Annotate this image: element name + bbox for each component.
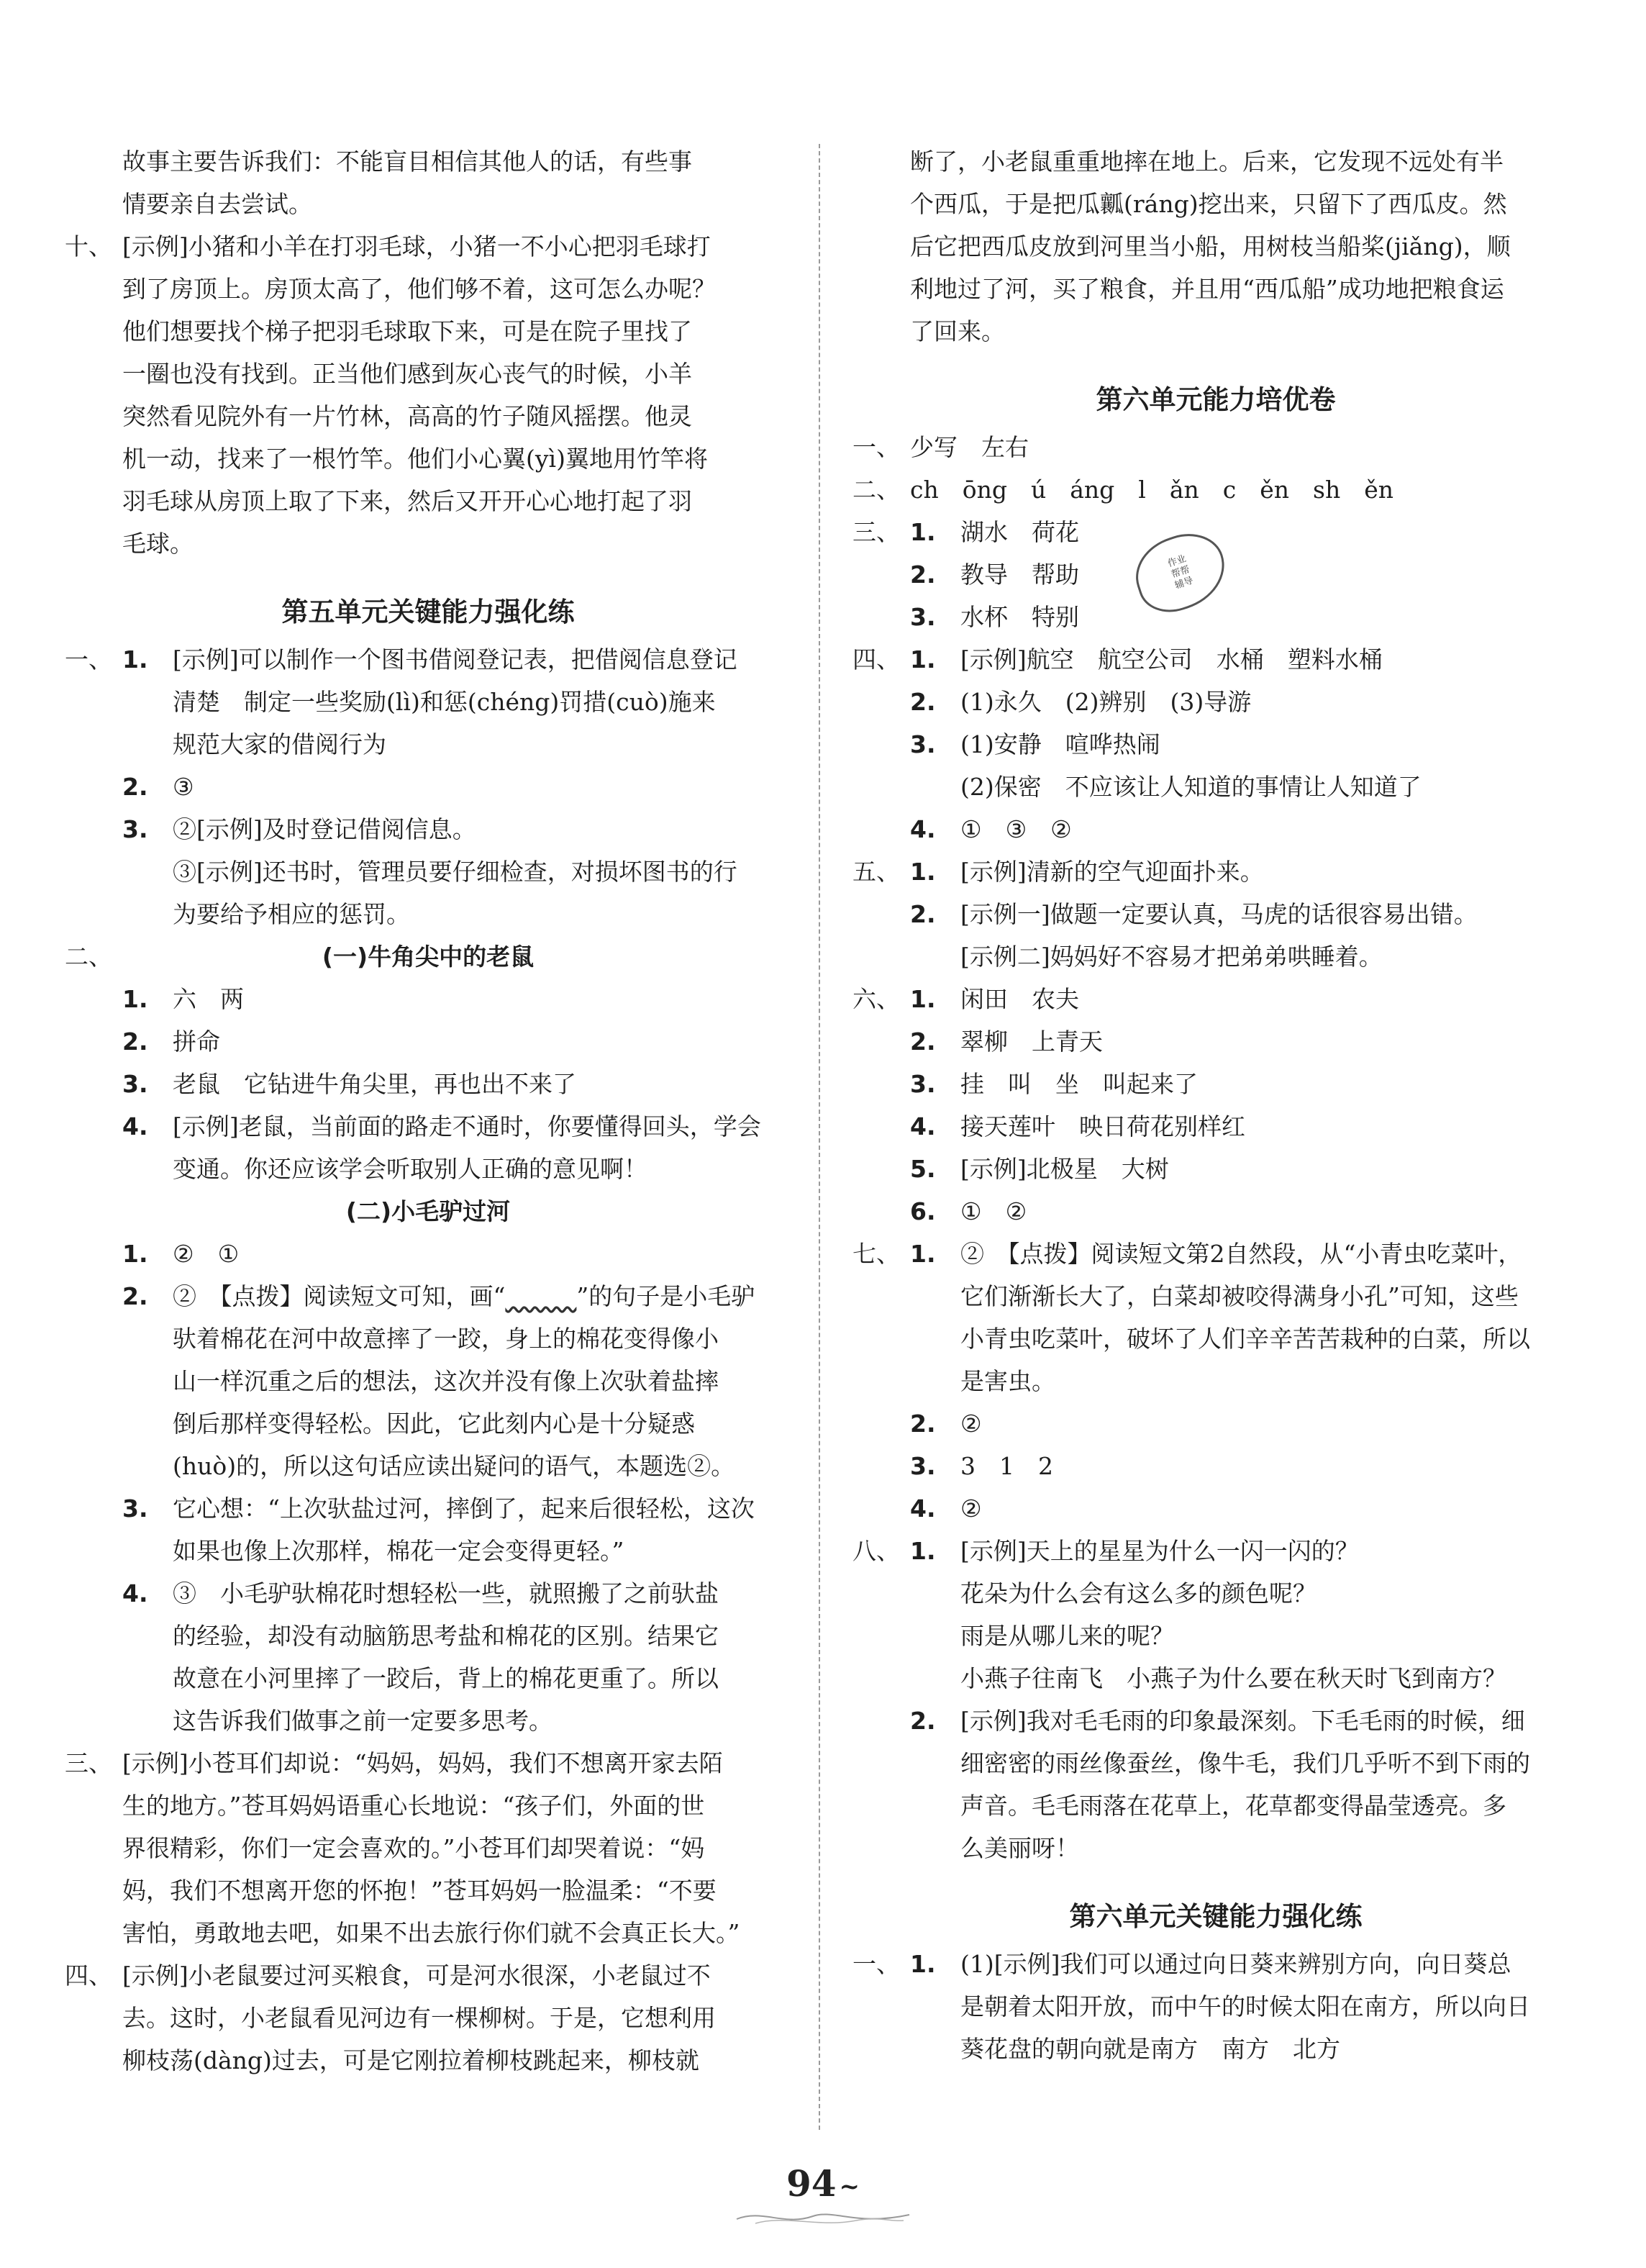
- answer-item: [852, 1020, 1579, 1063]
- answer-2: [65, 1020, 791, 1063]
- answer-text: ① ③ ②: [960, 815, 1072, 843]
- answer-text: ① ②: [960, 1197, 1027, 1225]
- text-line: 它们渐渐长大了，白菜却被咬得满身小孔”可知，这些: [960, 1282, 1519, 1310]
- text-line: [示例]小老鼠要过河买粮食，可是河水很深，小老鼠过不: [122, 1961, 711, 1990]
- section-title: 第六单元关键能力强化练: [1069, 1901, 1363, 1932]
- answer-text: 闲田 农夫: [960, 985, 1079, 1013]
- stamp-text: 作业: [1166, 553, 1188, 569]
- section-title: 第五单元关键能力强化练: [281, 597, 575, 627]
- answer-r8: [852, 1530, 1579, 1572]
- item-number: 2.: [122, 1028, 148, 1056]
- text-line: 了回来。: [910, 317, 1005, 345]
- answer-text: 教导 帮助: [960, 561, 1079, 589]
- answer-text: ② 【点拨】阅读短文第2自然段，从“小青虫吃菜叶，: [960, 1240, 1522, 1268]
- item-number: 1.: [910, 1240, 936, 1268]
- text-line: 为要给予相应的惩罚。: [173, 900, 410, 928]
- text-line: 界很精彩，你们一定会喜欢的。”小苍耳们却哭着说：“妈: [122, 1834, 705, 1862]
- left-column: [65, 140, 791, 2082]
- question-label: 二、: [65, 943, 112, 971]
- answer-text: 接天莲叶 映日荷花别样红: [960, 1112, 1245, 1140]
- item-number: 3.: [910, 1070, 936, 1098]
- item-number: 1.: [910, 985, 936, 1013]
- footer-mark: ~: [839, 2172, 860, 2201]
- item-number: 2.: [910, 688, 936, 716]
- answer-item: [852, 596, 1579, 638]
- answer-text: [示例]我对毛毛雨的印象最深刻。下毛毛雨的时候，细: [960, 1707, 1525, 1735]
- text-line: (huò)的，所以这句话应读出疑问的语气，本题选②。: [173, 1452, 735, 1480]
- item-number: 1.: [122, 985, 148, 1013]
- question-label: 四、: [852, 645, 900, 673]
- item-number: 3.: [910, 1452, 936, 1480]
- answer-2: [65, 1275, 791, 1317]
- text-line: [示例]小猪和小羊在打羽毛球，小猪一不小心把羽毛球打: [122, 232, 711, 260]
- answer-text: [示例]清新的空气迎面扑来。: [960, 858, 1264, 886]
- text-line: ③[示例]还书时，管理员要仔细检查，对损坏图书的行: [173, 858, 737, 886]
- text-line: 断了，小老鼠重重地摔在地上。后来，它发现不远处有半: [910, 148, 1504, 176]
- answer-text: 它心想：“上次驮盐过河，摔倒了，起来后很轻松，这次: [173, 1494, 755, 1523]
- text-line: 羽毛球从房顶上取了下来，然后又开开心心地打起了羽: [122, 487, 692, 515]
- answer-text: (1)永久 (2)辨别 (3)导游: [960, 688, 1252, 716]
- item-number: 1.: [910, 858, 936, 886]
- answer-item: [852, 1445, 1579, 1487]
- answer-text: 少写 左右: [910, 433, 1029, 461]
- answer-text: 拼命: [173, 1028, 220, 1056]
- text-line: 雨是从哪儿来的呢？: [960, 1622, 1174, 1650]
- text-line: 后它把西瓜皮放到河里当小船，用树枝当船桨(jiǎng)，顺: [910, 232, 1511, 260]
- answer-3: [65, 1063, 791, 1105]
- text-line: 是害虫。: [960, 1367, 1055, 1395]
- footer-swirl-icon: [734, 2206, 912, 2228]
- answer-1: [65, 1233, 791, 1275]
- text-line: 变通。你还应该学会听取别人正确的意见啊！: [173, 1155, 647, 1183]
- question-label: 三、: [852, 518, 900, 546]
- item-number: 1.: [122, 645, 148, 673]
- answer-item: [852, 1148, 1579, 1190]
- answer-text: (1)[示例]我们可以通过向日葵来辨别方向，向日葵总: [960, 1950, 1511, 1978]
- section-title: 第六单元能力培优卷: [1096, 384, 1336, 415]
- answer-text: [示例]航空 航空公司 水桶 塑料水桶: [960, 645, 1383, 673]
- text-line: [示例]可以制作一个图书借阅登记表，把借阅信息登记: [173, 645, 737, 673]
- item-number: 3.: [122, 1494, 148, 1523]
- text-line: 清楚 制定一些奖励(lì)和惩(chéng)罚措(cuò)施来: [173, 688, 716, 716]
- answer-3: [65, 1487, 791, 1530]
- text-line: 是朝着太阳开放，而中午的时候太阳在南方，所以向日: [960, 1992, 1530, 2020]
- answer-4: [65, 1105, 791, 1148]
- answer-text: 湖水 荷花: [960, 518, 1079, 546]
- answer-item: [852, 1402, 1579, 1445]
- item-number: 3.: [122, 1070, 148, 1098]
- answer-text: [示例]北极星 大树: [960, 1155, 1169, 1183]
- answer-text: 翠柳 上青天: [960, 1028, 1103, 1056]
- item-number: 2.: [910, 1028, 936, 1056]
- text-line: 他们想要找个梯子把羽毛球取下来，可是在院子里找了: [122, 317, 692, 345]
- question-label: 四、: [65, 1961, 112, 1990]
- answer-item: [852, 1190, 1579, 1233]
- text-line: (2)保密 不应该让人知道的事情让人知道了: [960, 773, 1422, 801]
- text-line: 情要亲自去尝试。: [122, 190, 312, 218]
- answer-r6: [852, 978, 1579, 1020]
- answer-text: 老鼠 它钻进牛角尖里，再也出不来了: [173, 1070, 576, 1098]
- answer-text: (1)安静 喧哗热闹: [960, 730, 1160, 758]
- text-line: 规范大家的借阅行为: [173, 730, 386, 758]
- page-number: 94: [786, 2162, 837, 2205]
- question-label: 七、: [852, 1240, 900, 1268]
- answer-text: 3 1 2: [960, 1452, 1053, 1480]
- item-number: 1.: [910, 1950, 936, 1978]
- answer-r7: [852, 1233, 1579, 1275]
- text-line: 故意在小河里摔了一跤后，背上的棉花更重了。所以: [173, 1664, 719, 1692]
- stamp-text: 帮帮: [1170, 563, 1191, 581]
- question-label: 五、: [852, 858, 900, 886]
- answer-text: ② ①: [173, 1240, 240, 1268]
- wavy-blank: [505, 1275, 576, 1317]
- answer-text: ②: [960, 1494, 982, 1523]
- part2-header: [65, 935, 791, 978]
- text-line: [示例]小苍耳们却说：“妈妈，妈妈，我们不想离开家去陌: [122, 1749, 723, 1777]
- answer-text: [示例]老鼠，当前面的路走不通时，你要懂得回头，学会: [173, 1112, 761, 1140]
- text-line: 个西瓜，于是把瓜瓤(ráng)挖出来，只留下了西瓜皮。然: [910, 190, 1507, 218]
- question-label: 一、: [852, 1950, 900, 1978]
- answer-text: [示例一]做题一定要认真，马虎的话很容易出错。: [960, 900, 1478, 928]
- answer-item: [852, 1487, 1579, 1530]
- text-line: 声音。毛毛雨落在花草上，花草都变得晶莹透亮。多: [960, 1792, 1506, 1820]
- item-number: 5.: [910, 1155, 936, 1183]
- item-number: 2.: [910, 1410, 936, 1438]
- text-line: 利地过了河，买了粮食，并且用“西瓜船”成功地把粮食运: [910, 275, 1504, 303]
- answer-2: [65, 766, 791, 808]
- answer-q4: [65, 1954, 791, 1997]
- item-number: 4.: [910, 1112, 936, 1140]
- page-footer: [0, 2162, 1646, 2205]
- answer-q10: [65, 225, 791, 268]
- answer-item: [852, 1700, 1579, 1742]
- item-number: 1.: [910, 645, 936, 673]
- item-number: 2.: [910, 561, 936, 589]
- item-number: 4.: [910, 1494, 936, 1523]
- text-line: 这告诉我们做事之前一定要多思考。: [173, 1707, 553, 1735]
- item-number: 4.: [122, 1579, 148, 1607]
- answer-q3: [65, 1742, 791, 1784]
- question-label: 六、: [852, 985, 900, 1013]
- answer-text: 水杯 特别: [960, 603, 1079, 631]
- text-line: 妈，我们不想离开您的怀抱！”苍耳妈妈一脸温柔：“不要: [122, 1877, 717, 1905]
- passage-title: (二)小毛驴过河: [345, 1197, 511, 1225]
- text-line: 害怕，勇敢地去吧，如果不出去旅行你们就不会真正长大。”: [122, 1919, 740, 1947]
- text-line: 驮着棉花在河中故意摔了一跤，身上的棉花变得像小: [173, 1325, 719, 1353]
- right-column: [852, 140, 1579, 2070]
- answer-r2: [852, 468, 1579, 511]
- passage-title: (一)牛角尖中的老鼠: [322, 943, 535, 971]
- item-number: 3.: [122, 815, 148, 843]
- answer-text: ② 【点拨】阅读短文可知，画“: [173, 1282, 506, 1310]
- text-line: 小燕子往南飞 小燕子为什么要在秋天时飞到南方？: [960, 1664, 1506, 1692]
- answer-1: [65, 978, 791, 1020]
- answer-r4: [852, 638, 1579, 681]
- answer-text: ②[示例]及时登记借阅信息。: [173, 815, 476, 843]
- question-label: 十、: [65, 232, 112, 260]
- answer-text: ”的句子是小毛驴: [576, 1282, 755, 1310]
- item-number: 1.: [910, 518, 936, 546]
- text-line: 细密密的雨丝像蚕丝，像牛毛，我们几乎听不到下雨的: [960, 1749, 1530, 1777]
- item-number: 2.: [910, 900, 936, 928]
- answer-item: [852, 681, 1579, 723]
- answer-text: ③ 小毛驴驮棉花时想轻松一些，就照搬了之前驮盐: [173, 1579, 719, 1607]
- answer-text: ②: [960, 1410, 982, 1438]
- answer-item: [852, 808, 1579, 850]
- answer-item: [852, 1105, 1579, 1148]
- answer-item: [852, 1063, 1579, 1105]
- text-line: 毛球。: [122, 530, 194, 558]
- item-number: 2.: [910, 1707, 936, 1735]
- question-label: 三、: [65, 1749, 112, 1777]
- answer-text: ch ōng ú áng l ǎn c ěn sh ěn: [910, 476, 1394, 504]
- answer-r1: [852, 426, 1579, 468]
- answer-item: [852, 893, 1579, 935]
- text-line: 柳枝荡(dàng)过去，可是它刚拉着柳枝跳起来，柳枝就: [122, 2046, 699, 2074]
- answer-r9: [852, 1943, 1579, 1985]
- text-line: 去。这时，小老鼠看见河边有一棵柳树。于是，它想利用: [122, 2004, 716, 2032]
- text-line: 到了房顶上。房顶太高了，他们够不着，这可怎么办呢？: [122, 275, 716, 303]
- question-label: 八、: [852, 1537, 900, 1565]
- item-number: 4.: [122, 1112, 148, 1140]
- question-label: 一、: [852, 433, 900, 461]
- text-line: 如果也像上次那样，棉花一定会变得更轻。”: [173, 1537, 624, 1565]
- item-number: 1.: [910, 1537, 936, 1565]
- text-line: 的经验，却没有动脑筋思考盐和棉花的区别。结果它: [173, 1622, 719, 1650]
- answer-text: ③: [173, 773, 194, 801]
- answer-r5: [852, 850, 1579, 893]
- text-line: 葵花盘的朝向就是南方 南方 北方: [960, 2035, 1340, 2063]
- item-number: 2.: [122, 1282, 148, 1310]
- answer-text: 六 两: [173, 985, 244, 1013]
- answer-text: 挂 叫 坐 叫起来了: [960, 1070, 1198, 1098]
- stamp-text: 辅导: [1173, 575, 1195, 591]
- answer-text: [示例]天上的星星为什么一闪一闪的？: [960, 1537, 1359, 1565]
- text-line: [示例二]妈妈好不容易才把弟弟哄睡着。: [960, 943, 1383, 971]
- item-number: 6.: [910, 1197, 936, 1225]
- answer-1: [65, 638, 791, 681]
- item-number: 4.: [910, 815, 936, 843]
- item-number: 3.: [910, 730, 936, 758]
- text-line: 一圈也没有找到。正当他们感到灰心丧气的时候，小羊: [122, 360, 692, 388]
- text-line: 山一样沉重之后的想法，这次并没有像上次驮着盐摔: [173, 1367, 719, 1395]
- column-divider: [819, 144, 820, 2130]
- question-label: 一、: [65, 645, 112, 673]
- text-line: 突然看见院外有一片竹林，高高的竹子随风摇摆。他灵: [122, 402, 692, 430]
- answer-item: [852, 723, 1579, 766]
- answer-4: [65, 1572, 791, 1615]
- text-line: 故事主要告诉我们：不能盲目相信其他人的话，有些事: [122, 148, 692, 176]
- text-line: 小青虫吃菜叶，破坏了人们辛辛苦苦栽种的白菜，所以: [960, 1325, 1530, 1353]
- question-label: 二、: [852, 476, 900, 504]
- text-line: 倒后那样变得轻松。因此，它此刻内心是十分疑惑: [173, 1410, 695, 1438]
- item-number: 1.: [122, 1240, 148, 1268]
- item-number: 3.: [910, 603, 936, 631]
- text-line: 花朵为什么会有这么多的颜色呢？: [960, 1579, 1317, 1607]
- answer-3: [65, 808, 791, 850]
- text-line: 么美丽呀！: [960, 1834, 1079, 1862]
- text-line: 机一动，找来了一根竹竿。他们小心翼(yì)翼地用竹竿将: [122, 445, 708, 473]
- text-line: 生的地方。”苍耳妈妈语重心长地说：“孩子们，外面的世: [122, 1792, 705, 1820]
- item-number: 2.: [122, 773, 148, 801]
